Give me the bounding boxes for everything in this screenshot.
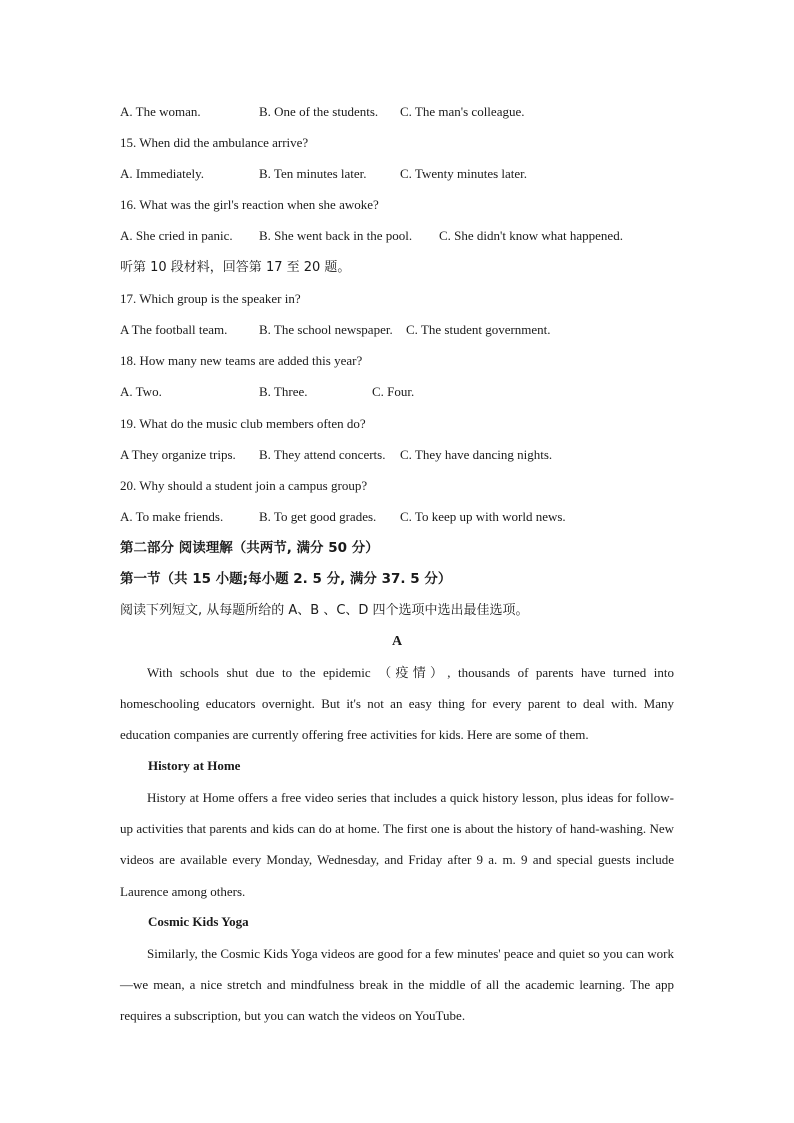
option-c: C. She didn't know what happened. [439,228,623,243]
option-a: A. She cried in panic. [120,228,233,243]
option-c: C. They have dancing nights. [400,447,553,462]
option-c: C. Four. [372,384,415,399]
option-c: C. The man's colleague. [400,104,525,119]
question-20: 20. Why should a student join a campus group? [120,478,368,493]
option-a: A They organize trips. [120,447,236,462]
option-c: C. The student government. [406,322,551,337]
passage-paragraph-history-at-home: History at Home offers a free video series that includes a quick history lesson, plus ideas for follow-up activities that parents and kids can do at home. The first one is about the history of hand-washing. New videos are available every Monday, Wednesday, and Friday after 9 a. m. 9 and special guests include Laurence among others. [120,790,674,899]
option-a: A. Two. [120,384,162,399]
option-a: A. Immediately. [120,166,204,181]
option-b: B. The school newspaper. [259,322,393,337]
section-10-instruction: 听第 10 段材料，回答第 17 至 20 题。 [120,260,351,275]
option-c: C. Twenty minutes later. [400,166,528,181]
option-b: B. To get good grades. [259,509,377,524]
question-18: 18. How many new teams are added this year? [120,353,363,368]
question-15: 15. When did the ambulance arrive? [120,135,309,150]
passage-heading-cosmic-kids-yoga: Cosmic Kids Yoga [148,914,249,929]
part-2-title: 第二部分 阅读理解（共两节, 满分 50 分） [120,540,379,556]
option-b: B. One of the students. [259,104,379,119]
question-17: 17. Which group is the speaker in? [120,291,301,306]
option-a: A. To make friends. [120,509,224,524]
reading-instruction: 阅读下列短文, 从每题所给的 A、B 、C、D 四个选项中选出最佳选项。 [120,603,529,618]
passage-paragraph-cosmic-kids-yoga: Similarly, the Cosmic Kids Yoga videos are good for a few minutes' peace and quiet so you can work—we mean, a nice stretch and mindfulness break in the middle of all the academic learning. The app requires a subscription, but you can watch the videos on YouTube. [120,946,674,1024]
option-b: B. Ten minutes later. [259,166,367,181]
section-1-title: 第一节（共 15 小题;每小题 2. 5 分, 满分 37. 5 分） [120,571,452,587]
passage-heading-history-at-home: History at Home [148,758,241,773]
option-c: C. To keep up with world news. [400,509,566,524]
question-19: 19. What do the music club members often do? [120,416,366,431]
option-a: A The football team. [120,322,228,337]
passage-label: A [391,634,403,649]
option-b: B. They attend concerts. [259,447,386,462]
question-16: 16. What was the girl's reaction when she awoke? [120,197,379,212]
option-a: A. The woman. [120,104,201,119]
option-b: B. Three. [259,384,308,399]
option-b: B. She went back in the pool. [259,228,413,243]
passage-intro: With schools shut due to the epidemic （疫情）, thousands of parents have turned into homeschooling educators overnight. But it's not an easy thing for every parent to deal with. Many education companies are currently offering free activities for kids. Here are some of them. [120,665,674,743]
